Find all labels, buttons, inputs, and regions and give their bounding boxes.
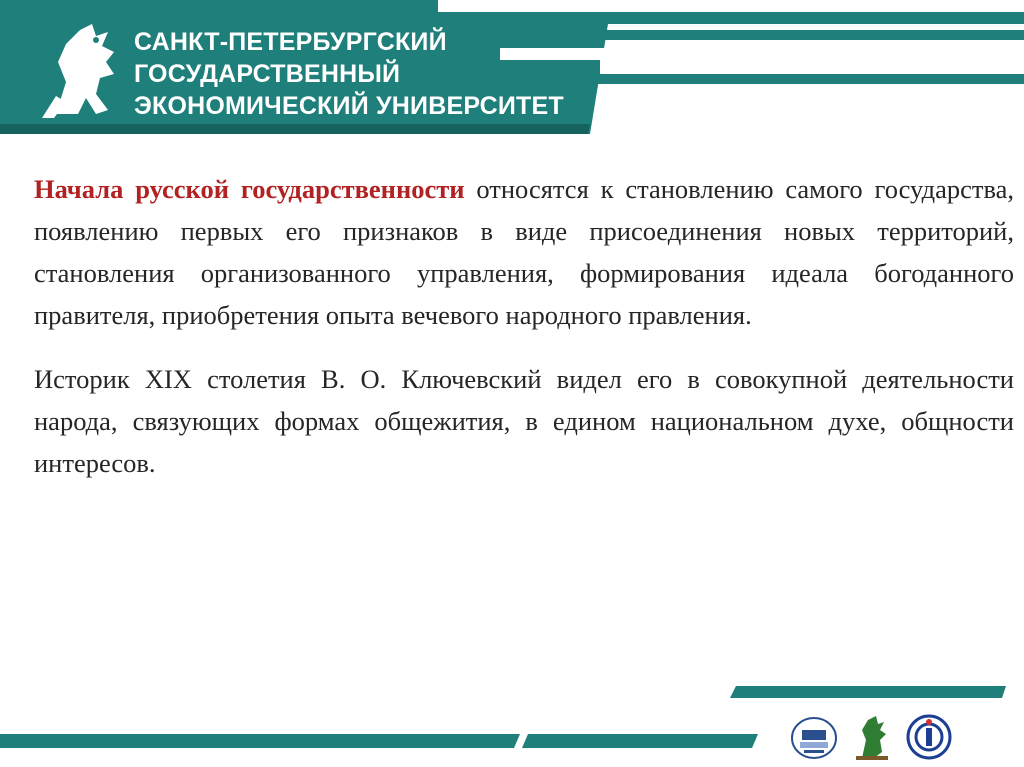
paragraph-1	[34, 168, 1014, 336]
university-name-line-3: ЭКОНОМИЧЕСКИЙ УНИВЕРСИТЕТ	[134, 92, 564, 120]
university-name-line-1: САНКТ-ПЕТЕРБУРГСКИЙ	[134, 28, 447, 56]
highlight-term: Начала русской государственности	[34, 174, 465, 204]
griffin-logo-icon	[36, 22, 128, 120]
university-name	[134, 26, 564, 122]
paragraph-2: Историк XIX столетия В. О. Ключевский видел его в совокупной деятельности народа, связующих формах общежития, в едином национальном духе, общности интересов.	[34, 364, 1014, 478]
partner-logo-2-icon	[852, 712, 892, 762]
paragraph-1-text: относятся к становлению самого государства, появлению первых его признаков в виде присоединения новых территорий, становления организованного управления, формирования идеала богоданного правителя, приобретения опыта вечевого народного правления.	[34, 174, 1014, 330]
university-name-line-2: ГОСУДАРСТВЕННЫЙ	[134, 60, 401, 88]
slide-content	[34, 168, 1014, 484]
partner-logo-1-icon	[790, 716, 838, 760]
partner-logo-3-icon	[906, 714, 952, 760]
